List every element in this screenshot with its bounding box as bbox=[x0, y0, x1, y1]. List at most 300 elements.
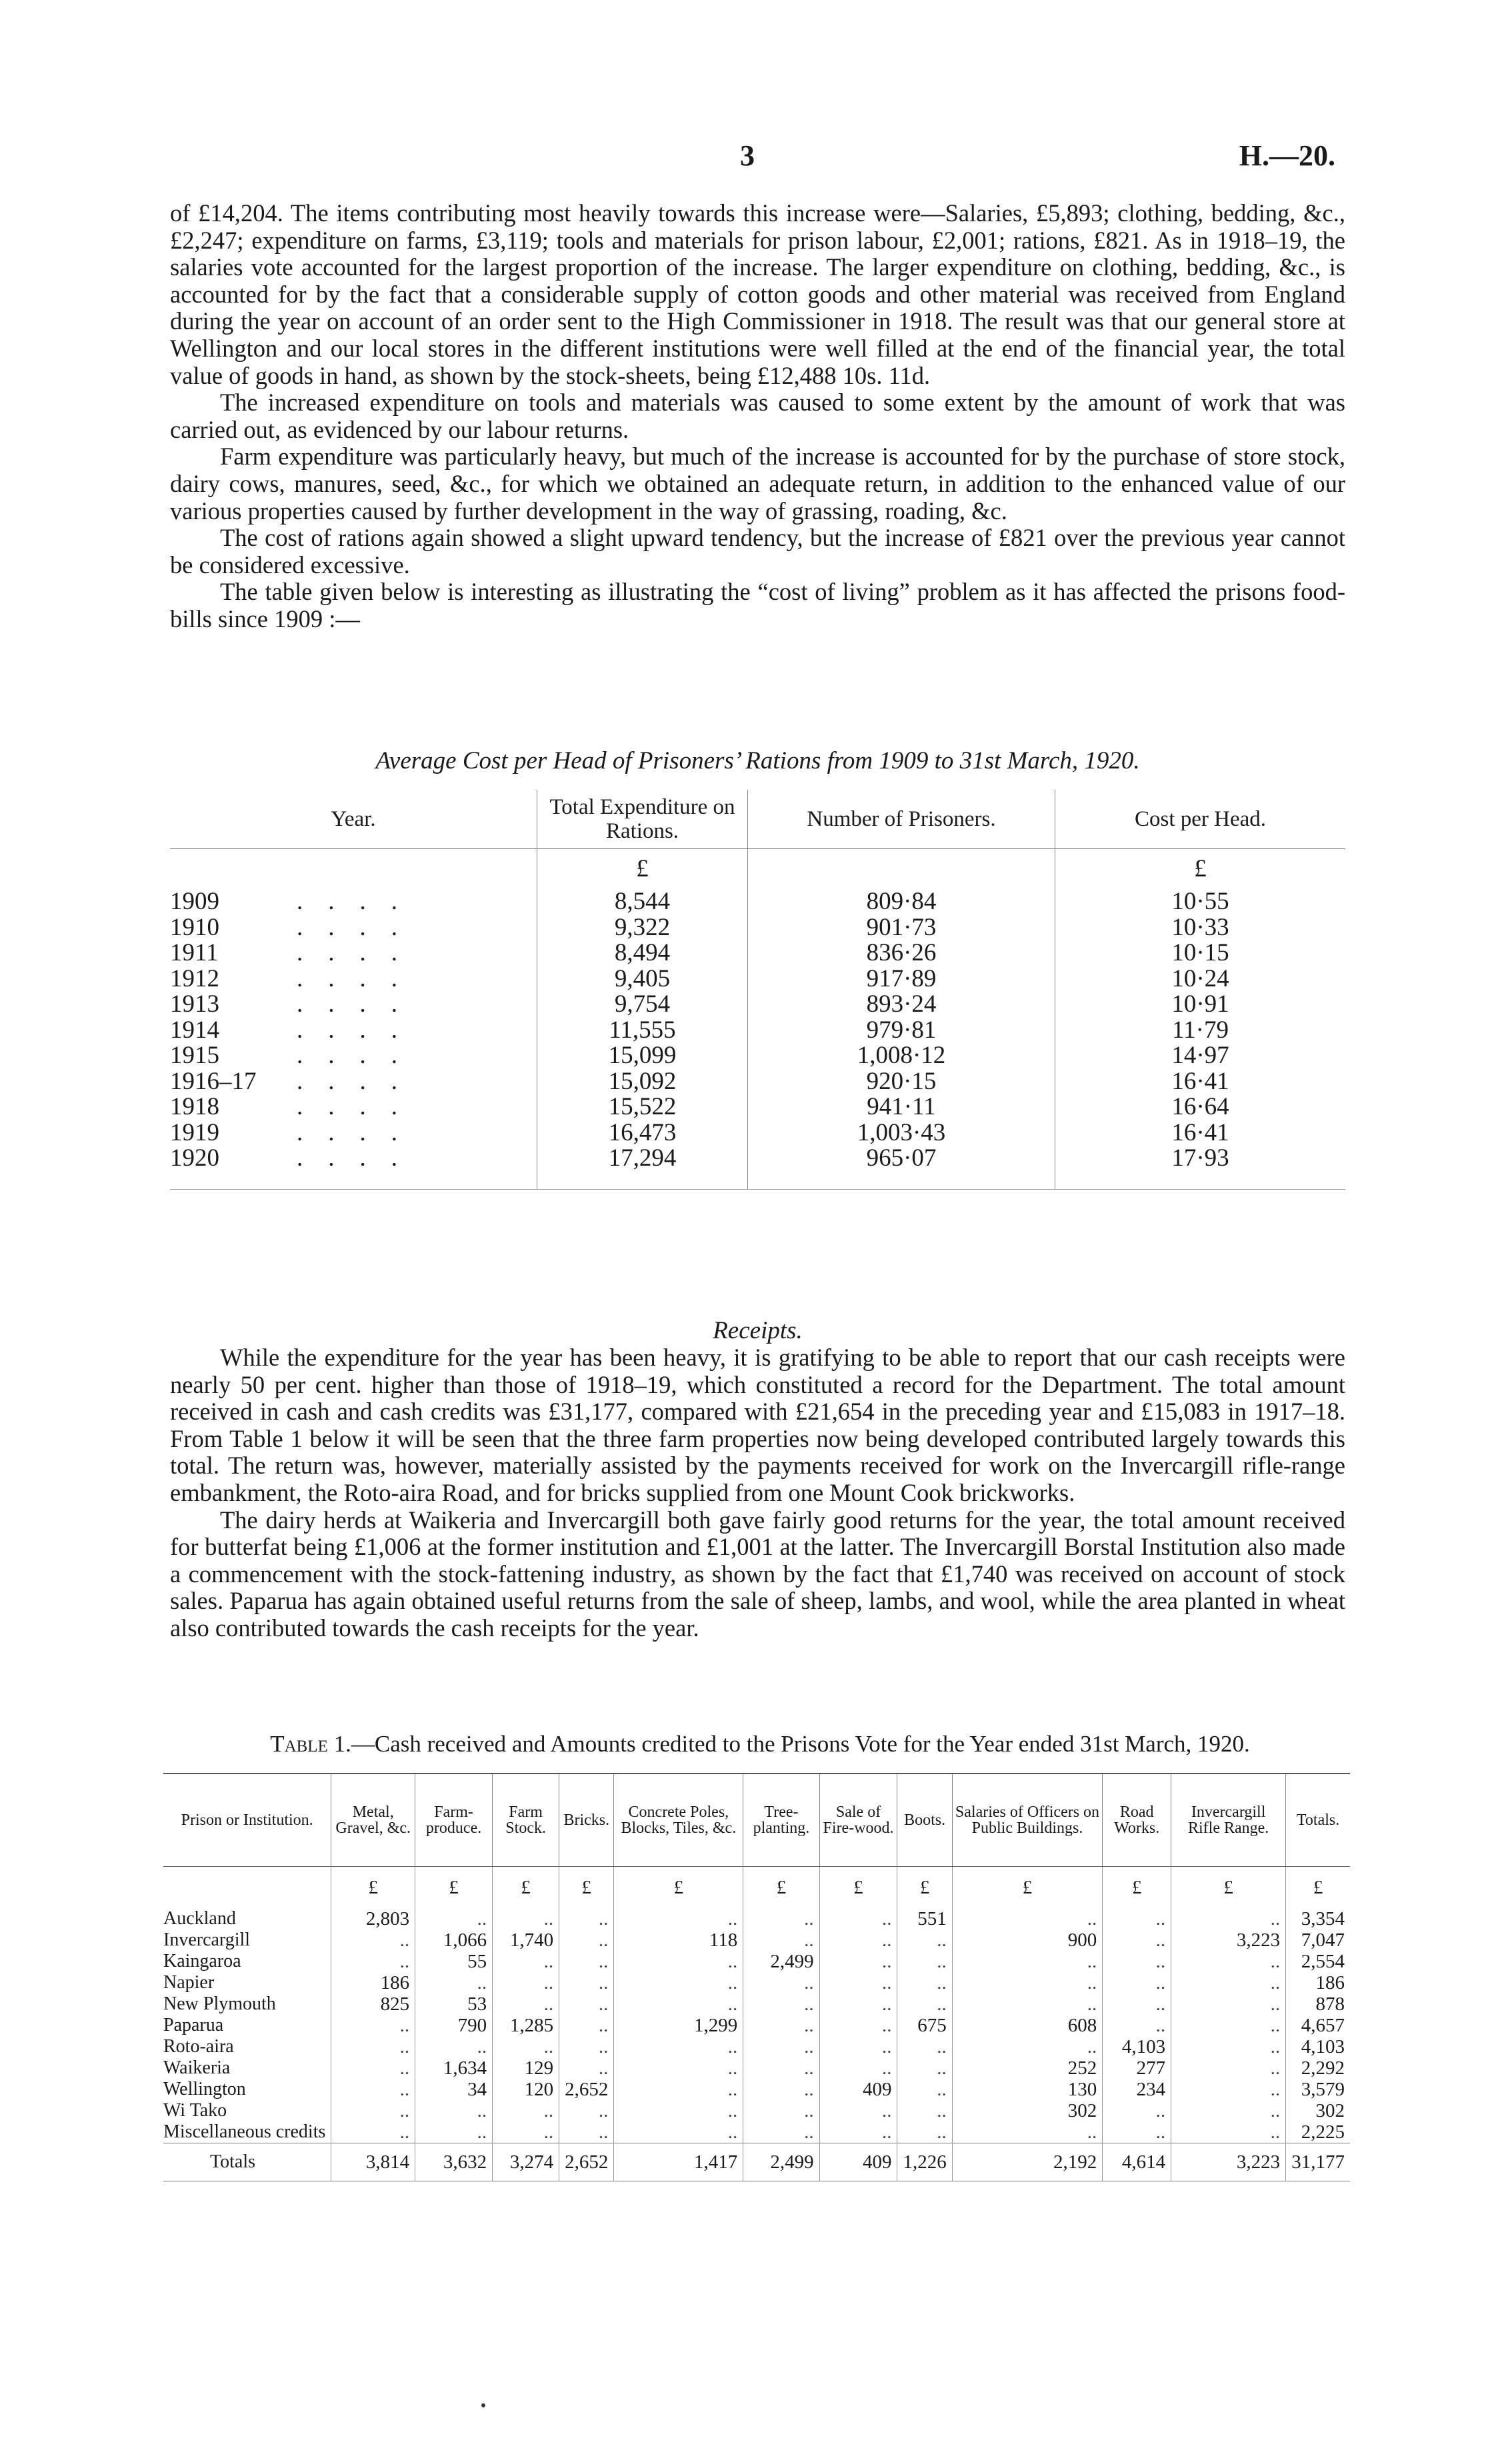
unit-label: £ bbox=[331, 1867, 415, 1909]
cost-cell bbox=[1055, 915, 1346, 941]
prisoners-cell-value: 901·73 bbox=[866, 913, 937, 941]
table-row bbox=[170, 1043, 1345, 1069]
empty-cell: .. bbox=[743, 2036, 819, 2057]
empty-cell: .. bbox=[415, 2121, 493, 2143]
table-row bbox=[163, 2036, 1350, 2057]
leader-dots: .... bbox=[297, 1016, 423, 1044]
column-header: Sale of Fire-wood. bbox=[819, 1774, 897, 1867]
empty-cell: .. bbox=[1171, 2121, 1286, 2143]
empty-cell: .. bbox=[743, 2079, 819, 2100]
unit-label: £ bbox=[952, 1867, 1103, 1909]
institution-name: Waikeria bbox=[163, 2057, 231, 2078]
unit-label: £ bbox=[537, 849, 748, 890]
column-header: Tree-planting. bbox=[743, 1774, 819, 1867]
table-row bbox=[163, 2079, 1350, 2100]
column-header: Concrete Poles, Blocks, Tiles, &c. bbox=[614, 1774, 743, 1867]
cost-cell-value: 10·33 bbox=[1171, 913, 1229, 941]
expenditure-cell-value: 8,494 bbox=[614, 939, 671, 966]
table-row bbox=[170, 1094, 1345, 1120]
empty-cell: .. bbox=[1171, 1972, 1286, 1993]
cost-cell-value: 17·93 bbox=[1171, 1144, 1229, 1172]
empty-cell: .. bbox=[743, 1908, 819, 1929]
value-cell: 3,579 bbox=[1286, 2079, 1350, 2100]
prisoners-cell-value: 965·07 bbox=[866, 1144, 937, 1172]
year-cell-value: 1919 bbox=[170, 1118, 219, 1146]
empty-cell: .. bbox=[897, 2057, 952, 2079]
value-cell: 1,299 bbox=[614, 2015, 743, 2036]
empty-cell: .. bbox=[493, 1908, 559, 1929]
totals-row bbox=[163, 2143, 1350, 2181]
column-header: Salaries of Officers on Public Buildings. bbox=[952, 1774, 1103, 1867]
empty-cell: .. bbox=[743, 1993, 819, 2015]
prisoners-cell-value: 893·24 bbox=[866, 990, 937, 1018]
prisoners-cell-value: 809·84 bbox=[866, 888, 937, 915]
empty-cell: .. bbox=[743, 2015, 819, 2036]
cost-cell-value: 16·64 bbox=[1171, 1093, 1229, 1120]
empty-cell: .. bbox=[743, 1929, 819, 1951]
empty-cell: .. bbox=[614, 1908, 743, 1929]
column-header: Total Expenditure on Rations. bbox=[537, 790, 748, 849]
institution-name: Napier bbox=[163, 1972, 215, 1993]
value-cell: 2,192 bbox=[952, 2143, 1103, 2181]
prisoners-cell-value: 1,003·43 bbox=[857, 1118, 946, 1146]
column-header: Totals. bbox=[1286, 1774, 1350, 1867]
institution-name: Paparua bbox=[163, 2015, 224, 2035]
empty-cell: .. bbox=[559, 2036, 614, 2057]
paragraph: The cost of rations again showed a slight upward tendency, but the increase of £821 over the previous year cannot be considered excessive. bbox=[170, 524, 1345, 579]
table-row bbox=[170, 992, 1345, 1018]
year-cell bbox=[170, 1120, 537, 1146]
expenditure-cell-value: 8,544 bbox=[614, 888, 671, 915]
expenditure-cell bbox=[537, 915, 748, 941]
value-cell: 1,417 bbox=[614, 2143, 743, 2181]
year-cell-value: 1909 bbox=[170, 888, 219, 915]
table-row bbox=[163, 1951, 1350, 1972]
empty-cell: .. bbox=[952, 1993, 1103, 2015]
year-cell bbox=[170, 915, 537, 941]
empty-cell: .. bbox=[331, 1951, 415, 1972]
table-row bbox=[163, 2015, 1350, 2036]
empty-cell: .. bbox=[493, 2036, 559, 2057]
paragraph: The increased expenditure on tools and materials was caused to some extent by the amount of work that was carried out, as evidenced by our labour returns. bbox=[170, 389, 1345, 443]
empty-cell: .. bbox=[952, 1908, 1103, 1929]
empty-cell: .. bbox=[415, 1972, 493, 1993]
empty-cell: .. bbox=[331, 2057, 415, 2079]
table-row bbox=[163, 1993, 1350, 2015]
value-cell: 2,652 bbox=[559, 2079, 614, 2100]
page-number: 3 bbox=[740, 139, 755, 172]
empty-cell: .. bbox=[819, 2100, 897, 2121]
empty-cell: .. bbox=[1103, 1993, 1171, 2015]
value-cell: 252 bbox=[952, 2057, 1103, 2079]
prisoners-cell-value: 836·26 bbox=[866, 939, 937, 966]
empty-cell: .. bbox=[614, 1972, 743, 1993]
institution-name: Invercargill bbox=[163, 1929, 251, 1950]
empty-cell: .. bbox=[1103, 1908, 1171, 1929]
value-cell: 409 bbox=[819, 2143, 897, 2181]
empty-cell: .. bbox=[897, 2036, 952, 2057]
empty-cell: .. bbox=[1171, 2015, 1286, 2036]
value-cell: 4,657 bbox=[1286, 2015, 1350, 2036]
empty-cell: .. bbox=[559, 2100, 614, 2121]
year-cell bbox=[170, 1043, 537, 1069]
unit-label: £ bbox=[743, 1867, 819, 1909]
empty-cell: .. bbox=[331, 2036, 415, 2057]
value-cell: 790 bbox=[415, 2015, 493, 2036]
unit-label: £ bbox=[1171, 1867, 1286, 1909]
prisoners-cell-value: 917·89 bbox=[866, 964, 937, 992]
value-cell: 3,814 bbox=[331, 2143, 415, 2181]
expenditure-cell-value: 16,473 bbox=[608, 1118, 677, 1146]
value-cell: 277 bbox=[1103, 2057, 1171, 2079]
empty-cell: .. bbox=[493, 1972, 559, 1993]
value-cell: 7,047 bbox=[1286, 1929, 1350, 1951]
cost-cell-value: 16·41 bbox=[1171, 1118, 1229, 1146]
prisoners-cell bbox=[748, 915, 1055, 941]
receipts-text bbox=[170, 1344, 1345, 1642]
cost-cell-value: 10·55 bbox=[1171, 888, 1229, 915]
empty-cell: .. bbox=[1171, 1908, 1286, 1929]
cost-cell-value: 11·79 bbox=[1172, 1016, 1229, 1044]
empty-cell: .. bbox=[415, 2100, 493, 2121]
empty-cell: .. bbox=[559, 1951, 614, 1972]
year-cell-value: 1912 bbox=[170, 964, 219, 992]
empty-cell: .. bbox=[493, 2121, 559, 2143]
value-cell: 302 bbox=[952, 2100, 1103, 2121]
leader-dots: .... bbox=[297, 939, 423, 966]
leader-dots: .... bbox=[297, 964, 423, 992]
value-cell: 608 bbox=[952, 2015, 1103, 2036]
value-cell: 2,499 bbox=[743, 2143, 819, 2181]
empty-cell: .. bbox=[897, 2079, 952, 2100]
unit-label: £ bbox=[614, 1867, 743, 1909]
prisoners-cell bbox=[748, 1018, 1055, 1044]
value-cell: 2,803 bbox=[331, 1908, 415, 1929]
empty-cell: .. bbox=[819, 1929, 897, 1951]
empty-cell: .. bbox=[819, 2036, 897, 2057]
paragraph: The dairy herds at Waikeria and Invercargill both gave fairly good returns for the year, the total amount received for butterfat being £1,006 at the former institution and £1,001 at the latter. The Invercargill Borstal Institution also made a commencement with the stock-fattening industry, as shown by the fact that £1,740 was received on account of stock sales. Paparua has again obtained useful returns from the sale of sheep, lambs, and wool, while the area planted in wheat also contributed towards the cash receipts for the year. bbox=[170, 1506, 1345, 1642]
unit-row bbox=[163, 1867, 1350, 1909]
empty-cell: .. bbox=[415, 2036, 493, 2057]
empty-cell: .. bbox=[897, 1993, 952, 2015]
table-title-text: —Cash received and Amounts credited to the Prisons Vote for the Year ended 31st March, 1920. bbox=[351, 1731, 1250, 1757]
table-row bbox=[170, 966, 1345, 992]
column-header: Invercargill Rifle Range. bbox=[1171, 1774, 1286, 1867]
expenditure-cell bbox=[537, 1069, 748, 1095]
value-cell: 2,652 bbox=[559, 2143, 614, 2181]
empty-cell: .. bbox=[331, 2079, 415, 2100]
prisoners-cell bbox=[748, 1094, 1055, 1120]
unit-label: £ bbox=[819, 1867, 897, 1909]
value-cell: 675 bbox=[897, 2015, 952, 2036]
empty-cell: .. bbox=[493, 1993, 559, 2015]
column-header: Farm Stock. bbox=[493, 1774, 559, 1867]
cost-cell bbox=[1055, 1094, 1346, 1120]
value-cell: 900 bbox=[952, 1929, 1103, 1951]
unit-label: £ bbox=[559, 1867, 614, 1909]
cost-cell-value: 14·97 bbox=[1171, 1042, 1229, 1069]
expenditure-cell bbox=[537, 1043, 748, 1069]
institution-name: Totals bbox=[163, 2143, 331, 2181]
empty-cell: .. bbox=[1103, 2121, 1171, 2143]
empty-cell: .. bbox=[331, 2015, 415, 2036]
empty-cell: .. bbox=[614, 1993, 743, 2015]
cash-table-title bbox=[160, 1731, 1360, 1758]
unit-label: £ bbox=[493, 1867, 559, 1909]
expenditure-cell bbox=[537, 1120, 748, 1146]
cost-cell bbox=[1055, 1146, 1346, 1172]
year-cell-value: 1914 bbox=[170, 1016, 219, 1044]
empty-cell: .. bbox=[819, 1993, 897, 2015]
prisoners-cell bbox=[748, 966, 1055, 992]
cost-cell bbox=[1055, 992, 1346, 1018]
leader-dots: .... bbox=[297, 990, 423, 1018]
table-row bbox=[170, 889, 1345, 915]
institution-name: Roto-aira bbox=[163, 2036, 234, 2057]
cost-cell bbox=[1055, 1069, 1346, 1095]
empty-cell: .. bbox=[1171, 2079, 1286, 2100]
unit-label: £ bbox=[1286, 1867, 1350, 1909]
table-row bbox=[170, 1146, 1345, 1172]
value-cell: 129 bbox=[493, 2057, 559, 2079]
document-code: H.—20. bbox=[1239, 139, 1335, 172]
table-row bbox=[163, 1929, 1350, 1951]
prisoners-cell bbox=[748, 992, 1055, 1018]
leader-dots: .... bbox=[297, 1144, 423, 1172]
expenditure-cell bbox=[537, 1146, 748, 1172]
empty-cell: .. bbox=[1103, 1929, 1171, 1951]
column-header: Year. bbox=[170, 790, 537, 849]
leader-dots: .... bbox=[297, 1042, 423, 1069]
receipts-title: Receipts. bbox=[713, 1317, 803, 1344]
value-cell: 55 bbox=[415, 1951, 493, 1972]
table-header-row bbox=[170, 790, 1345, 849]
institution-name: New Plymouth bbox=[163, 1993, 276, 2014]
table-row bbox=[170, 1018, 1345, 1044]
paragraph: Farm expenditure was particularly heavy, but much of the increase is accounted for by the purchase of store stock, dairy cows, manures, seed, &c., for which we obtained an adequate return, in addition to the enhanced value of our various properties caused by further development in the way of grassing, roading, &c. bbox=[170, 443, 1345, 525]
empty-cell: .. bbox=[559, 1993, 614, 2015]
value-cell: 302 bbox=[1286, 2100, 1350, 2121]
year-cell bbox=[170, 1018, 537, 1044]
leader-dots: .... bbox=[297, 1118, 423, 1146]
prisoners-cell bbox=[748, 1146, 1055, 1172]
table-end-rule bbox=[170, 1172, 1345, 1190]
value-cell: 1,740 bbox=[493, 1929, 559, 1951]
table-row bbox=[163, 1908, 1350, 1929]
value-cell: 3,632 bbox=[415, 2143, 493, 2181]
expenditure-cell-value: 9,754 bbox=[614, 990, 671, 1018]
prisoners-cell-value: 1,008·12 bbox=[857, 1042, 946, 1069]
cost-cell bbox=[1055, 1120, 1346, 1146]
prisoners-cell-value: 941·11 bbox=[867, 1093, 936, 1120]
institution-name: Miscellaneous credits bbox=[163, 2121, 326, 2142]
table-row bbox=[170, 1069, 1345, 1095]
column-header: Cost per Head. bbox=[1055, 790, 1346, 849]
column-header: Number of Prisoners. bbox=[748, 790, 1055, 849]
empty-cell: .. bbox=[1103, 1951, 1171, 1972]
leader-dots: .... bbox=[297, 888, 423, 915]
empty-cell: .. bbox=[415, 1908, 493, 1929]
value-cell: 825 bbox=[331, 1993, 415, 2015]
value-cell: 3,274 bbox=[493, 2143, 559, 2181]
empty-cell: .. bbox=[1171, 2057, 1286, 2079]
empty-cell: .. bbox=[614, 2036, 743, 2057]
value-cell: 130 bbox=[952, 2079, 1103, 2100]
expenditure-cell bbox=[537, 1094, 748, 1120]
expenditure-cell-value: 17,294 bbox=[608, 1144, 677, 1172]
empty-cell: .. bbox=[559, 2121, 614, 2143]
expenditure-cell-value: 15,099 bbox=[608, 1042, 677, 1069]
table-row bbox=[163, 2100, 1350, 2121]
empty-cell: .. bbox=[952, 1972, 1103, 1993]
empty-cell: .. bbox=[819, 2121, 897, 2143]
empty-cell: .. bbox=[952, 1951, 1103, 1972]
table-label: Table 1. bbox=[270, 1731, 351, 1757]
column-header: Farm-produce. bbox=[415, 1774, 493, 1867]
value-cell: 4,614 bbox=[1103, 2143, 1171, 2181]
prisoners-cell-value: 920·15 bbox=[866, 1067, 937, 1095]
value-cell: 4,103 bbox=[1286, 2036, 1350, 2057]
empty-cell: .. bbox=[1171, 1951, 1286, 1972]
unit-label: £ bbox=[1103, 1867, 1171, 1909]
empty-cell: .. bbox=[1103, 2100, 1171, 2121]
table-row bbox=[170, 940, 1345, 966]
cost-cell-value: 16·41 bbox=[1171, 1067, 1229, 1095]
table-row bbox=[163, 2057, 1350, 2079]
expenditure-cell-value: 11,555 bbox=[609, 1016, 676, 1044]
empty-cell: .. bbox=[614, 2079, 743, 2100]
year-cell bbox=[170, 992, 537, 1018]
column-header: Bricks. bbox=[559, 1774, 614, 1867]
year-cell bbox=[170, 1146, 537, 1172]
table-row bbox=[163, 2121, 1350, 2143]
prisoners-cell bbox=[748, 889, 1055, 915]
empty-cell: .. bbox=[559, 1972, 614, 1993]
empty-cell: .. bbox=[897, 1929, 952, 1951]
empty-cell: .. bbox=[559, 1908, 614, 1929]
value-cell: 409 bbox=[819, 2079, 897, 2100]
column-header: Metal, Gravel, &c. bbox=[331, 1774, 415, 1867]
empty-cell: .. bbox=[331, 1929, 415, 1951]
cost-cell bbox=[1055, 1018, 1346, 1044]
cost-cell-value: 10·91 bbox=[1171, 990, 1229, 1018]
year-cell-value: 1915 bbox=[170, 1042, 219, 1069]
institution-name: Kaingaroa bbox=[163, 1951, 241, 1971]
empty-cell: .. bbox=[1103, 1972, 1171, 1993]
year-cell bbox=[170, 966, 537, 992]
value-cell: 2,554 bbox=[1286, 1951, 1350, 1972]
cash-table bbox=[163, 1773, 1350, 2181]
empty-cell: .. bbox=[559, 2057, 614, 2079]
empty-cell: .. bbox=[743, 2121, 819, 2143]
value-cell: 551 bbox=[897, 1908, 952, 1929]
institution-name: Auckland bbox=[163, 1908, 236, 1929]
expenditure-cell bbox=[537, 1018, 748, 1044]
value-cell: 1,285 bbox=[493, 2015, 559, 2036]
empty-cell: .. bbox=[743, 1972, 819, 1993]
empty-cell: .. bbox=[614, 2057, 743, 2079]
year-cell bbox=[170, 1094, 537, 1120]
prisoners-cell bbox=[748, 1120, 1055, 1146]
column-header: Boots. bbox=[897, 1774, 952, 1867]
value-cell: 4,103 bbox=[1103, 2036, 1171, 2057]
empty-cell: .. bbox=[897, 1972, 952, 1993]
empty-cell: .. bbox=[614, 1951, 743, 1972]
table-row bbox=[163, 1972, 1350, 1993]
empty-cell: .. bbox=[493, 1951, 559, 1972]
value-cell: 3,354 bbox=[1286, 1908, 1350, 1929]
leader-dots: .... bbox=[297, 1067, 423, 1095]
value-cell: 2,499 bbox=[743, 1951, 819, 1972]
empty-cell: .. bbox=[819, 1908, 897, 1929]
empty-cell: .. bbox=[819, 2057, 897, 2079]
value-cell: 120 bbox=[493, 2079, 559, 2100]
cost-cell-value: 10·15 bbox=[1171, 939, 1229, 966]
empty-cell: .. bbox=[1171, 1993, 1286, 2015]
value-cell: 34 bbox=[415, 2079, 493, 2100]
institution-name: Wellington bbox=[163, 2079, 246, 2099]
value-cell: 53 bbox=[415, 1993, 493, 2015]
unit-row bbox=[170, 849, 1345, 890]
value-cell: 1,226 bbox=[897, 2143, 952, 2181]
column-header: Road Works. bbox=[1103, 1774, 1171, 1867]
empty-cell: .. bbox=[1171, 2036, 1286, 2057]
empty-cell: .. bbox=[559, 2015, 614, 2036]
expenditure-cell bbox=[537, 889, 748, 915]
intro-text bbox=[170, 200, 1345, 633]
year-cell bbox=[170, 940, 537, 966]
cost-cell bbox=[1055, 940, 1346, 966]
table-row bbox=[170, 915, 1345, 941]
empty-cell: .. bbox=[1103, 2015, 1171, 2036]
empty-cell: .. bbox=[897, 1951, 952, 1972]
expenditure-cell-value: 9,405 bbox=[614, 964, 671, 992]
year-cell-value: 1910 bbox=[170, 913, 219, 941]
column-header: Prison or Institution. bbox=[163, 1774, 331, 1867]
leader-dots: .... bbox=[297, 913, 423, 941]
unit-label: £ bbox=[415, 1867, 493, 1909]
empty-cell: .. bbox=[819, 1972, 897, 1993]
value-cell: 234 bbox=[1103, 2079, 1171, 2100]
paragraph: While the expenditure for the year has been heavy, it is gratifying to be able to report that our cash receipts were nearly 50 per cent. higher than those of 1918–19, which constituted a record for the Department. The total amount received in cash and cash credits was £31,177, compared with £21,654 in the preceding year and £15,083 in 1917–18. From Table 1 below it will be seen that the three farm properties now being developed contributed largely towards this total. The return was, however, materially assisted by the payments received for work on the Invercargill rifle-range embankment, the Roto-aira Road, and for bricks supplied from one Mount Cook brickworks. bbox=[170, 1344, 1345, 1506]
empty-cell: .. bbox=[819, 1951, 897, 1972]
unit-label: £ bbox=[1055, 849, 1346, 890]
value-cell: 186 bbox=[1286, 1972, 1350, 1993]
expenditure-cell-value: 15,522 bbox=[608, 1093, 677, 1120]
year-cell-value: 1918 bbox=[170, 1093, 219, 1120]
empty-cell: .. bbox=[493, 2100, 559, 2121]
expenditure-cell bbox=[537, 992, 748, 1018]
empty-cell: .. bbox=[743, 2057, 819, 2079]
cost-cell bbox=[1055, 966, 1346, 992]
year-cell bbox=[170, 1069, 537, 1095]
value-cell: 878 bbox=[1286, 1993, 1350, 2015]
paragraph: The table given below is interesting as illustrating the “cost of living” problem as it has affected the prisons food-bills since 1909 :— bbox=[170, 578, 1345, 632]
ink-dot bbox=[481, 2403, 485, 2407]
empty-cell: .. bbox=[952, 2036, 1103, 2057]
rations-table-title: Average Cost per Head of Prisoners’ Rations from 1909 to 31st March, 1920. bbox=[375, 747, 1140, 774]
empty-cell: .. bbox=[614, 2121, 743, 2143]
cost-cell bbox=[1055, 889, 1346, 915]
paragraph: of £14,204. The items contributing most heavily towards this increase were—Salaries, £5,893; clothing, bedding, &c., £2,247; expenditure on farms, £3,119; tools and materials for prison labour, £2,001; rations, £821. As in 1918–19, the salaries vote accounted for the largest proportion of the increase. The larger expenditure on clothing, bedding, &c., is accounted for by the fact that a considerable supply of cotton goods and other material was received from England during the year on account of an order sent to the High Commissioner in 1918. The result was that our general store at Wellington and our local stores in the different institutions were well filled at the end of the financial year, the total value of goods in hand, as shown by the stock-sheets, being £12,488 10s. 11d. bbox=[170, 199, 1345, 389]
empty-cell: .. bbox=[819, 2015, 897, 2036]
table-header-row bbox=[163, 1774, 1350, 1867]
year-cell-value: 1916–17 bbox=[170, 1067, 257, 1095]
value-cell: 3,223 bbox=[1171, 1929, 1286, 1951]
prisoners-cell-value: 979·81 bbox=[866, 1016, 937, 1044]
value-cell: 1,066 bbox=[415, 1929, 493, 1951]
expenditure-cell bbox=[537, 966, 748, 992]
